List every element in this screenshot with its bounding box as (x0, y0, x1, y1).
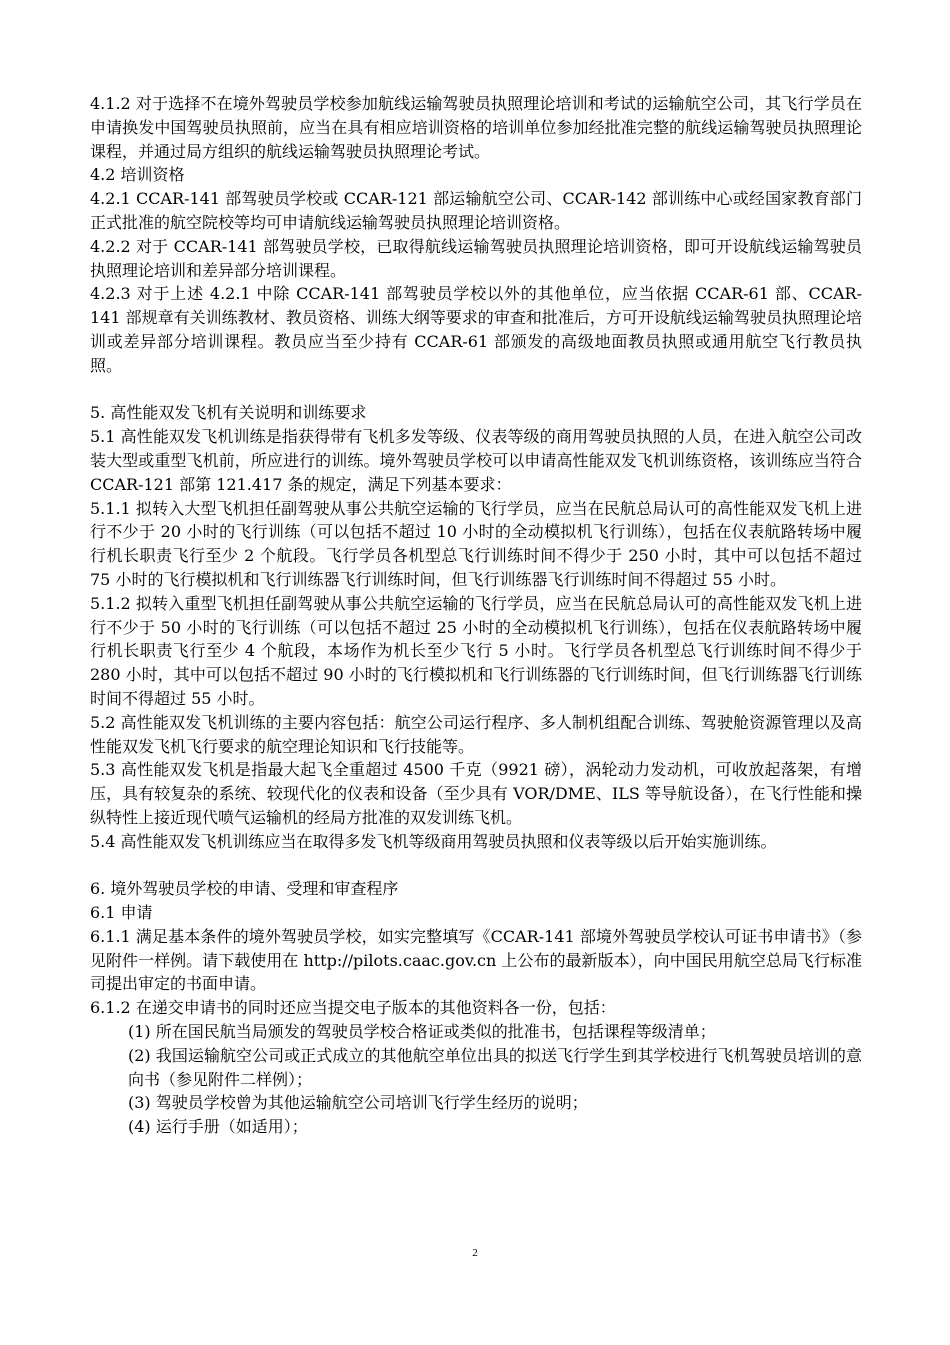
list-item: (2) 我国运输航空公司或正式成立的其他航空单位出具的拟送飞行学生到其学校进行飞机驾驶员培训的意向书（参见附件二样例）； (128, 1045, 862, 1089)
paragraph-6-1-2: 6.1.2 在递交申请书的同时还应当提交电子版本的其他资料各一份，包括： (90, 998, 616, 1018)
blank-line (90, 854, 862, 878)
paragraph-5-1-2: 5.1.2 拟转入重型飞机担任副驾驶从事公共航空运输的飞行学员，应当在民航总局认可的高性能双发飞机上进行不少于 50 小时的飞行训练（可以包括不超过 25 小时的全动模拟机飞行训练），包括在仪表航路转场中履行机长职责飞行至少 4 个航段，本场作为机长至少飞行 5 小时。飞行学员各机型总飞行训练时间不得少于 280 小时，其中可以包括不超过 90 小时的飞行模拟机和飞行训练器的飞行训练时间，但飞行训练器飞行训练时间不得超过 55 小时。 (90, 593, 862, 708)
paragraph-5-3: 5.3 高性能双发飞机是指最大起飞全重超过 4500 千克（9921 磅），涡轮动力发动机，可收放起落架，有增压，具有较复杂的系统、较现代化的仪表和设备（至少具有 VOR/DME、ILS 等导航设备），在飞行性能和操纵特性上接近现代喷气运输机的经局方批准的双发训练飞机。 (90, 760, 862, 827)
paragraph-5-4: 5.4 高性能双发飞机训练应当在取得多发飞机等级商用驾驶员执照和仪表等级以后开始实施训练。 (90, 831, 777, 851)
paragraph-5-1-1: 5.1.1 拟转入大型飞机担任副驾驶从事公共航空运输的飞行学员，应当在民航总局认可的高性能双发飞机上进行不少于 20 小时的飞行训练（可以包括不超过 10 小时的全动模拟机飞行训练），包括在仪表航路转场中履行机长职责飞行至少 2 个航段。飞行学员各机型总飞行训练时间不得少于 250 小时，其中可以包括不超过 75 小时的飞行模拟机和飞行训练器飞行训练时间，但飞行训练器飞行训练时间不得超过 55 小时。 (90, 498, 862, 589)
paragraph-4-2-3: 4.2.3 对于上述 4.2.1 中除 CCAR-141 部驾驶员学校以外的其他单位，应当依据 CCAR-61 部、CCAR-141 部规章有关训练教材、教员资格、训练大纲等要求的审查和批准后，方可开设航线运输驾驶员执照理论培训或差异部分培训课程。教员应当至少持有 CCAR-61 部颁发的高级地面教员执照或通用航空飞行教员执照。 (90, 284, 862, 375)
paragraph-4-2-1: 4.2.1 CCAR-141 部驾驶员学校或 CCAR-121 部运输航空公司、CCAR-142 部训练中心或经国家教育部门正式批准的航空院校等均可申请航线运输驾驶员执照理论培训资格。 (90, 189, 862, 232)
heading-section-6: 6. 境外驾驶员学校的申请、受理和审查程序 (90, 879, 399, 899)
heading-6-1: 6.1 申请 (90, 903, 153, 923)
paragraph-5-1: 5.1 高性能双发飞机训练是指获得带有飞机多发等级、仪表等级的商用驾驶员执照的人员，在进入航空公司改装大型或重型飞机前，所应进行的训练。境外驾驶员学校可以申请高性能双发飞机训练资格，该训练应当符合 CCAR-121 部第 121.417 条的规定，满足下列基本要求： (90, 427, 862, 494)
paragraph-4-1-2: 4.1.2 对于选择不在境外驾驶员学校参加航线运输驾驶员执照理论培训和考试的运输航空公司，其飞行学员在申请换发中国驾驶员执照前，应当在具有相应培训资格的培训单位参加经批准完整的航线运输驾驶员执照理论课程，并通过局方组织的航线运输驾驶员执照理论考试。 (90, 94, 862, 161)
list-item: (4) 运行手册（如适用）； (128, 1117, 308, 1137)
heading-4-2: 4.2 培训资格 (90, 165, 185, 185)
blank-line (90, 378, 862, 402)
list-item: (1) 所在国民航当局颁发的驾驶员学校合格证或类似的批准书，包括课程等级清单； (128, 1022, 716, 1042)
paragraph-6-1-1: 6.1.1 满足基本条件的境外驾驶员学校，如实完整填写《CCAR-141 部境外驾驶员学校认可证书申请书》（参见附件一样例。请下载使用在 http://pilots.caac.gov.cn 上公布的最新版本），向中国民用航空总局飞行标准司提出审定的书面申请。 (90, 926, 862, 994)
document-body (90, 92, 862, 1139)
paragraph-4-2-2: 4.2.2 对于 CCAR-141 部驾驶员学校，已取得航线运输驾驶员执照理论培训资格，即可开设航线运输驾驶员执照理论培训和差异部分培训课程。 (90, 236, 862, 280)
heading-section-5: 5. 高性能双发飞机有关说明和训练要求 (90, 403, 367, 423)
list-item: (3) 驾驶员学校曾为其他运输航空公司培训飞行学生经历的说明； (128, 1093, 588, 1113)
paragraph-5-2: 5.2 高性能双发飞机训练的主要内容包括：航空公司运行程序、多人制机组配合训练、驾驶舱资源管理以及高性能双发飞机飞行要求的航空理论知识和飞行技能等。 (90, 712, 862, 756)
page-number: 2 (472, 1247, 478, 1259)
